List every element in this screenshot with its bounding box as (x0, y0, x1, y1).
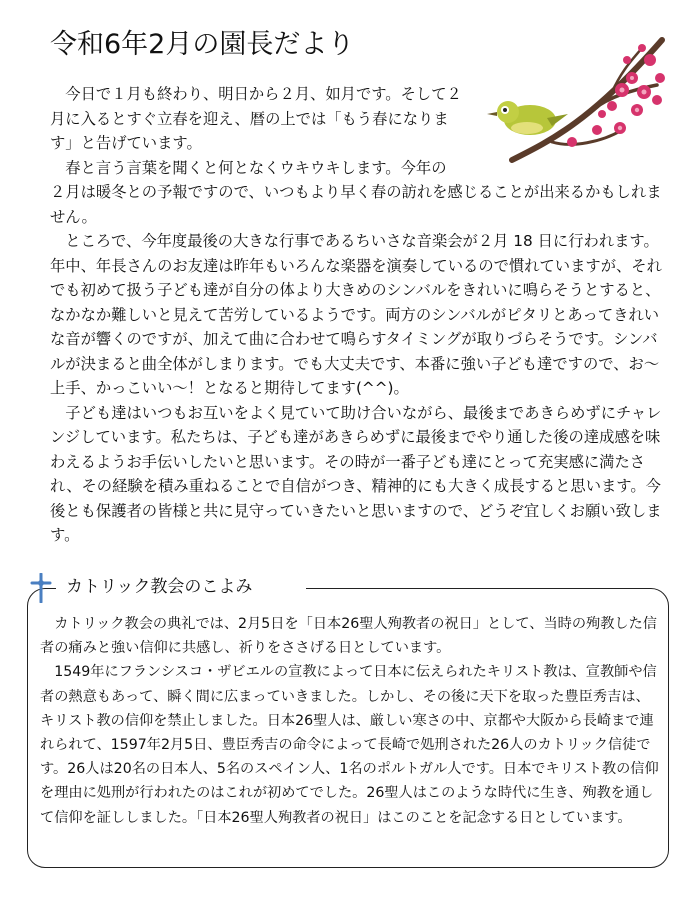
plum-blossom-bird-illustration (472, 30, 672, 170)
main-text (50, 180, 672, 548)
cross-icon (30, 573, 52, 603)
intro-paragraph-2: 春と言う言葉を聞くと何となくウキウキします。今年の (50, 158, 447, 177)
intro-paragraph-1: 今日で１月も終わり、明日から２月、如月です。そして２月に入るとすぐ立春を迎え、暦の上では「もう春になります」と告げています。 (50, 85, 462, 152)
calendar-section-title: カトリック教会のこよみ (66, 577, 253, 597)
calendar-section-body (40, 612, 662, 830)
body-paragraph: ２月は暖冬との予報ですので、いつもより早く春の訪れを感じることが出来るかもしれません。 (50, 183, 662, 226)
calendar-paragraph: カトリック教会の典礼では、2月5日を「日本26聖人殉教者の祝日」として、当時の殉教した信者の痛みと強い信仰に共感し、祈りをささげる日としています。 (40, 616, 657, 657)
page-title: 令和6年2月の園長だより (50, 29, 355, 60)
body-paragraph: ところで、今年度最後の大きな行事であるちいさな音楽会が２月 18 日に行われます。年中、年長さんのお友達は昨年もいろんな楽器を演奏しているので慣れていますが、それでも初めて扱う子ども達が自分の体より大きめのシンバルをきれいに鳴らそうとすると、なかなか難しいと見えて苦労しているようです。両方のシンバルがピタリとあってきれいな音が響くのですが、加えて曲に合わせて鳴らすタイミングが取りづらそうです。シンバルが決まると曲全体がしまります。でも大丈夫です、本番に強い子ども達ですので、お～上手、かっこいい～！となると期待してます(^^)。 (50, 232, 662, 397)
intro-text (50, 82, 470, 180)
body-paragraph: 子ども達はいつもお互いをよく見ていて助け合いながら、最後まであきらめずにチャレンジしています。私たちは、子ども達があきらめずに最後までやり通した後の達成感を味わえるようお手伝いしたいと思います。その時が一番子ども達にとって充実感に満たされ、その経験を積み重ねることで自信がつき、精神的にも大きく成長すると思います。今後とも保護者の皆様と共に見守っていきたいと思いますので、どうぞ宜しくお願い致します。 (50, 403, 662, 544)
calendar-paragraph: 1549年にフランシスコ・ザビエルの宣教によって日本に伝えられたキリスト教は、宣教師や信者の熱意もあって、瞬く間に広まっていきました。しかし、その後に天下を取った豊臣秀吉は、キリスト教の信仰を禁止しました。日本26聖人は、厳しい寒さの中、京都や大阪から長崎まで連れられて、1597年2月5日、豊臣秀吉の命令によって長崎で処刑された26人のカトリック信徒です。26人は20名の日本人、5名のスペイン人、1名のポルトガル人です。日本でキリスト教の信仰を理由に処刑が行われたのはこれが初めてでした。26聖人はこのような時代に生き、殉教を通して信仰を証ししました。「日本26聖人殉教者の祝日」はこのことを記念する日としています。 (40, 664, 659, 826)
